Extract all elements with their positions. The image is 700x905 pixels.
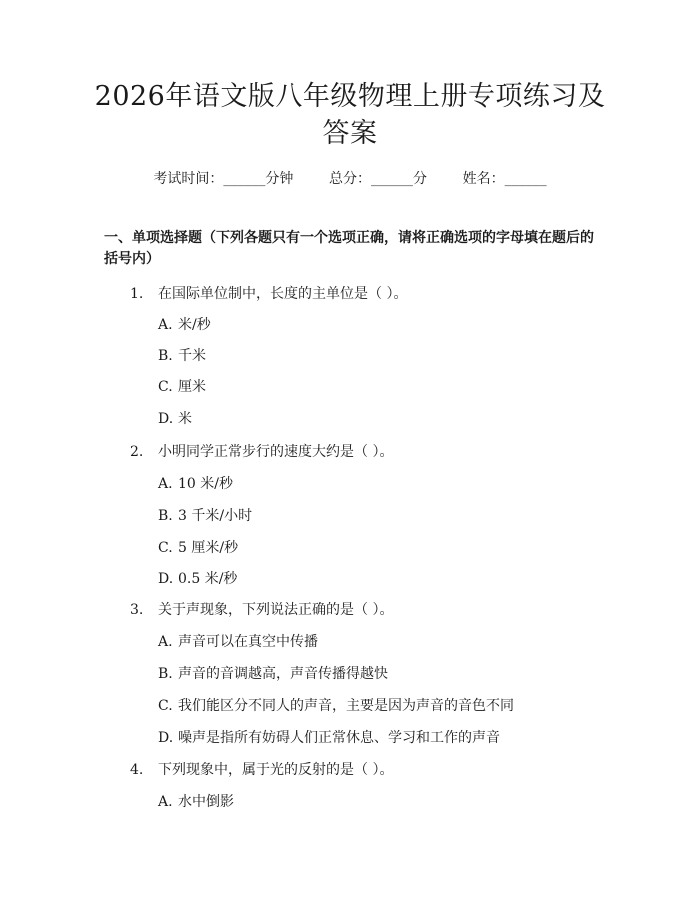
question-2-option-a	[158, 473, 233, 493]
question-1	[130, 283, 407, 303]
question-number: 2.	[130, 444, 144, 460]
option-letter: B.	[158, 348, 173, 364]
question-3-option-d	[158, 727, 500, 747]
option-letter: A.	[158, 634, 173, 650]
question-number: 1.	[130, 286, 144, 302]
question-3	[130, 599, 393, 619]
option-letter: C.	[158, 540, 173, 556]
option-letter: D.	[158, 411, 174, 427]
option-text: 米/秒	[178, 317, 211, 333]
option-letter: B.	[158, 508, 173, 524]
option-text: 3 千米/小时	[178, 508, 253, 524]
option-text: 千米	[178, 348, 206, 364]
question-text: 关于声现象，下列说法正确的是（ ）。	[158, 602, 394, 618]
time-label: 考试时间：	[153, 171, 224, 187]
option-letter: B.	[158, 666, 173, 682]
option-text: 厘米	[178, 379, 206, 395]
option-letter: D.	[158, 571, 174, 587]
question-1-option-b	[158, 345, 206, 365]
option-letter: C.	[158, 379, 173, 395]
question-1-option-c	[158, 376, 206, 396]
question-3-option-a	[158, 631, 318, 651]
question-2-option-c	[158, 537, 238, 557]
question-text: 在国际单位制中，长度的主单位是（ ）。	[158, 286, 408, 302]
option-text: 米	[178, 411, 192, 427]
question-4	[130, 759, 393, 779]
score-blank: ______	[371, 171, 413, 187]
option-text: 0.5 米/秒	[178, 571, 238, 587]
time-unit: 分钟	[265, 171, 294, 187]
option-text: 10 米/秒	[178, 476, 233, 492]
option-letter: C.	[158, 698, 173, 714]
time-blank: ______	[223, 171, 266, 187]
option-text: 噪声是指所有妨碍人们正常休息、学习和工作的声音	[178, 730, 500, 746]
question-2	[130, 441, 393, 461]
section-heading: 一、单项选择题（下列各题只有一个选项正确，请将正确选项的字母填在题后的括号内）	[104, 230, 594, 267]
option-letter: D.	[158, 730, 174, 746]
option-text: 声音可以在真空中传播	[178, 634, 318, 650]
option-text: 我们能区分不同人的声音，主要是因为声音的音色不同	[178, 698, 514, 714]
option-letter: A.	[158, 476, 173, 492]
option-text: 5 厘米/秒	[178, 540, 239, 556]
question-2-option-b	[158, 505, 252, 525]
question-1-option-a	[158, 314, 211, 334]
score-label: 总分：	[329, 171, 371, 187]
score-unit: 分	[413, 171, 427, 187]
option-text: 水中倒影	[178, 794, 234, 810]
question-number: 3.	[130, 602, 144, 618]
option-letter: A.	[158, 317, 173, 333]
name-label: 姓名：	[462, 171, 505, 187]
question-3-option-b	[158, 663, 388, 683]
question-4-option-a	[158, 791, 234, 811]
question-number: 4.	[130, 762, 144, 778]
question-1-option-d	[158, 408, 192, 428]
question-2-option-d	[158, 568, 237, 588]
question-3-option-c	[158, 695, 514, 715]
option-text: 声音的音调越高，声音传播得越快	[178, 666, 388, 682]
question-text: 小明同学正常步行的速度大约是（ ）。	[158, 444, 394, 460]
exam-meta-line	[0, 168, 700, 188]
option-letter: A.	[158, 794, 173, 810]
name-blank: ______	[504, 171, 547, 187]
question-text: 下列现象中，属于光的反射的是（ ）。	[158, 762, 394, 778]
document-title: 2026年语文版八年级物理上册专项练习及答案	[94, 81, 606, 149]
